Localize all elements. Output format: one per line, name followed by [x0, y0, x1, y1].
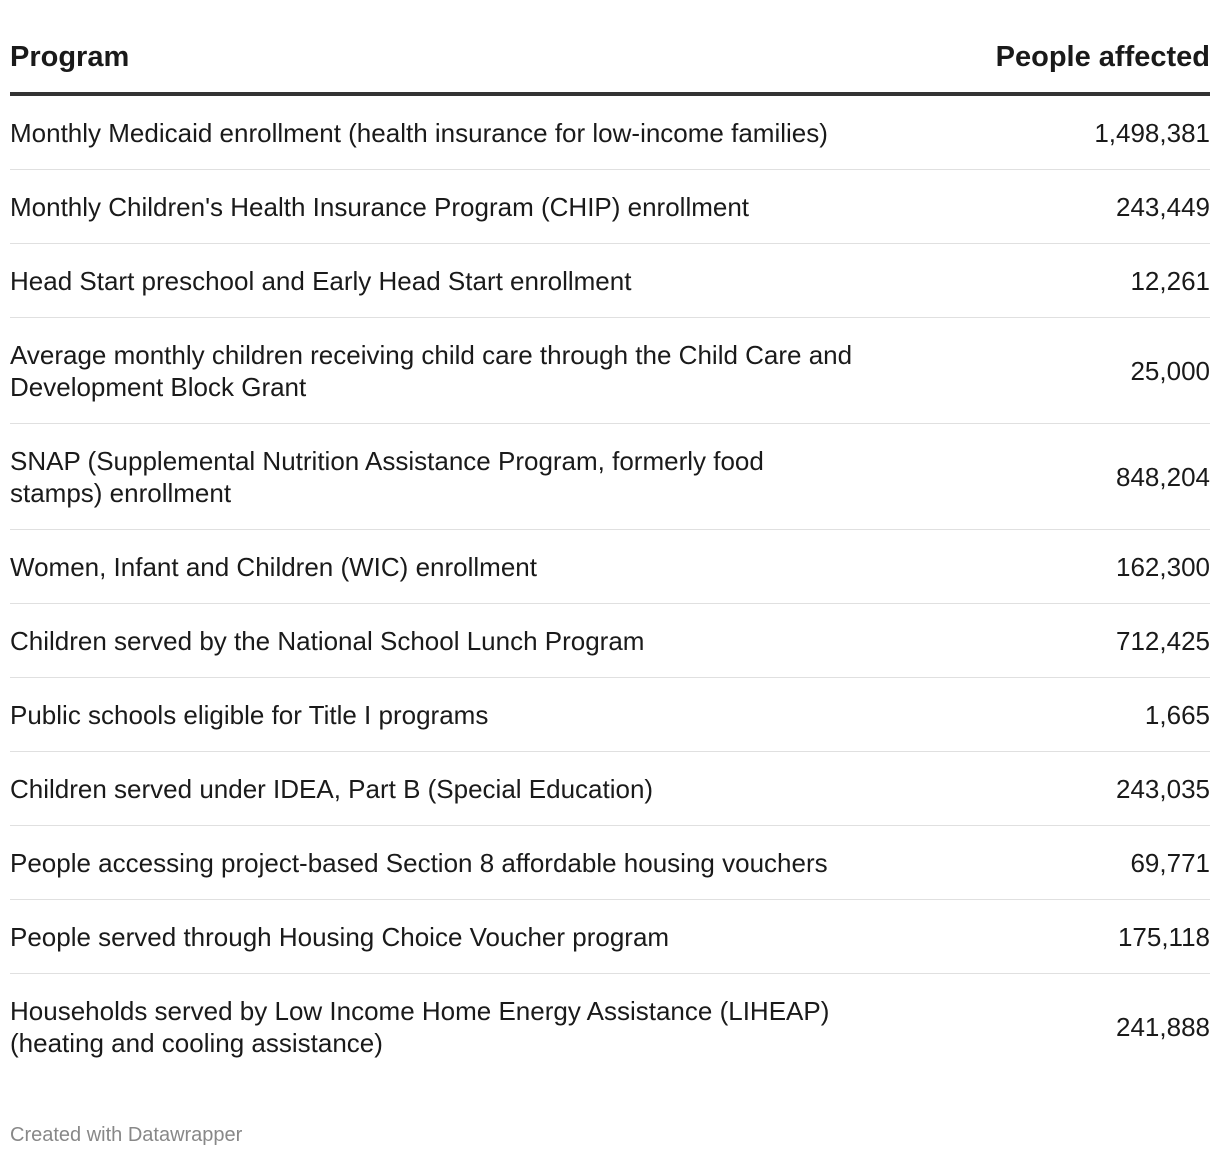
value-cell: 69,771	[1130, 847, 1210, 878]
credit-footer: Created with Datawrapper	[10, 1124, 243, 1146]
table-row	[10, 974, 1210, 1080]
program-cell: Households served by Low Income Home Energy Assistance (LIHEAP) (heating and cooling assistance)	[10, 996, 830, 1058]
table-row	[10, 900, 1210, 974]
program-cell: Children served by the National School Lunch Program	[10, 625, 645, 656]
table-row	[10, 244, 1210, 318]
value-cell: 12,261	[1130, 265, 1210, 296]
table-header	[10, 32, 1210, 96]
column-header-program: Program	[10, 41, 130, 73]
table-row	[10, 678, 1210, 752]
value-cell: 1,498,381	[1094, 117, 1210, 148]
program-cell: Monthly Children's Health Insurance Program (CHIP) enrollment	[10, 191, 750, 222]
program-cell: People served through Housing Choice Voucher program	[10, 921, 670, 952]
value-cell: 243,035	[1116, 773, 1210, 804]
program-cell: Monthly Medicaid enrollment (health insurance for low-income families)	[10, 117, 828, 148]
program-cell: SNAP (Supplemental Nutrition Assistance Program, formerly food stamps) enrollment	[10, 445, 764, 508]
value-cell: 243,449	[1116, 191, 1210, 222]
value-cell: 848,204	[1116, 461, 1210, 492]
value-cell: 175,118	[1117, 921, 1210, 952]
value-cell: 712,425	[1116, 625, 1210, 656]
table-row	[10, 604, 1210, 678]
data-table	[10, 32, 1210, 1080]
table-row	[10, 170, 1210, 244]
table-row	[10, 318, 1210, 424]
table-row	[10, 530, 1210, 604]
program-cell: Head Start preschool and Early Head Start enrollment	[10, 265, 632, 296]
value-cell: 162,300	[1116, 551, 1210, 582]
program-cell: People accessing project-based Section 8 affordable housing vouchers	[10, 847, 828, 878]
column-header-people-affected: People affected	[995, 41, 1210, 73]
program-cell: Public schools eligible for Title I programs	[10, 699, 489, 730]
table-row	[10, 424, 1210, 530]
program-cell: Women, Infant and Children (WIC) enrollment	[10, 551, 537, 582]
table-row	[10, 826, 1210, 900]
value-cell: 25,000	[1130, 355, 1210, 386]
program-cell: Children served under IDEA, Part B (Special Education)	[10, 773, 654, 804]
value-cell: 241,888	[1116, 1012, 1210, 1042]
program-cell: Average monthly children receiving child care through the Child Care and Development Block Grant	[10, 339, 853, 402]
value-cell: 1,665	[1144, 699, 1210, 730]
table-row	[10, 752, 1210, 826]
table-row	[10, 96, 1210, 170]
